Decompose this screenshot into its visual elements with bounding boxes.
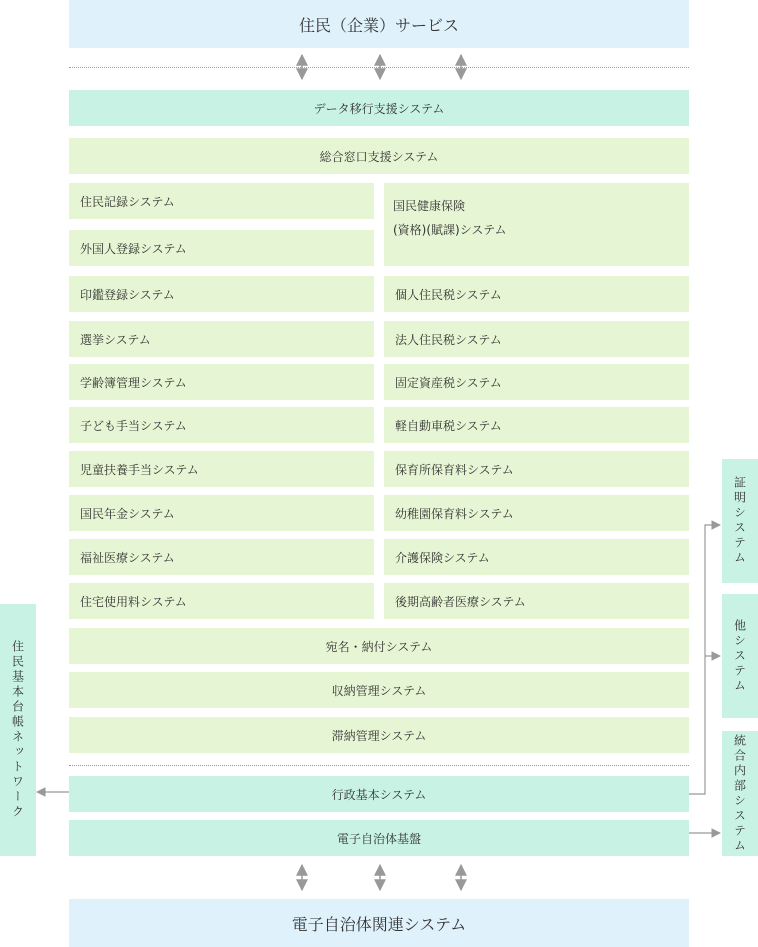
left-system-label: 住民記録システム xyxy=(80,194,175,209)
right-system-label: 法人住民税システム xyxy=(395,332,502,347)
delinquency-management-system-label: 滞納管理システム xyxy=(331,728,427,743)
left-system-label: 外国人登録システム xyxy=(80,241,187,256)
right-system-label: 個人住民税システム xyxy=(395,287,502,302)
resident-services-label: 住民（企業）サービス xyxy=(298,15,459,35)
left-system-label: 印鑑登録システム xyxy=(80,287,175,302)
right-system-label: 保育所保育料システム xyxy=(395,462,514,477)
window-support-system-label: 総合窓口支援システム xyxy=(319,149,439,164)
left-system-label: 選挙システム xyxy=(80,332,151,347)
data-migration-system-label: データ移行支援システム xyxy=(313,101,445,116)
address-payment-system-label: 宛名・納付システム xyxy=(325,639,433,654)
left-system-label: 児童扶養手当システム xyxy=(80,462,199,477)
left-system-label: 国民年金システム xyxy=(80,506,175,521)
left-system-label: 福祉医療システム xyxy=(80,550,175,565)
egov-related-systems-label: 電子自治体関連システム xyxy=(291,914,467,934)
left-system-label: 子ども手当システム xyxy=(80,418,187,433)
resident-registry-network-label: 住民基本台帳ネットワーク xyxy=(10,640,25,820)
egov-platform-label: 電子自治体基盤 xyxy=(336,831,421,846)
left-system-label: 住宅使用料システム xyxy=(80,594,187,609)
right-system-label: 幼稚園保育料システム xyxy=(395,506,514,521)
connector-admin-to-certificate xyxy=(689,525,720,794)
other-system-label: 他システム xyxy=(732,618,747,694)
right-system-label: 軽自動車税システム xyxy=(395,418,502,433)
nhi-label-line2: (資格)(賦課)システム xyxy=(393,223,507,237)
collection-management-system-label: 収納管理システム xyxy=(331,683,427,698)
right-system-label: 後期高齢者医療システム xyxy=(395,594,526,609)
right-system-label: 固定資産税システム xyxy=(395,375,502,390)
left-system-label: 学齢簿管理システム xyxy=(80,375,187,390)
admin-base-system-label: 行政基本システム xyxy=(331,787,427,802)
right-system-label: 介護保険システム xyxy=(395,550,490,565)
certificate-system-label: 証明システム xyxy=(732,476,747,566)
nhi-label-line1: 国民健康保険 xyxy=(393,199,466,213)
integrated-internal-system-label: 統合内部システム xyxy=(732,733,747,854)
